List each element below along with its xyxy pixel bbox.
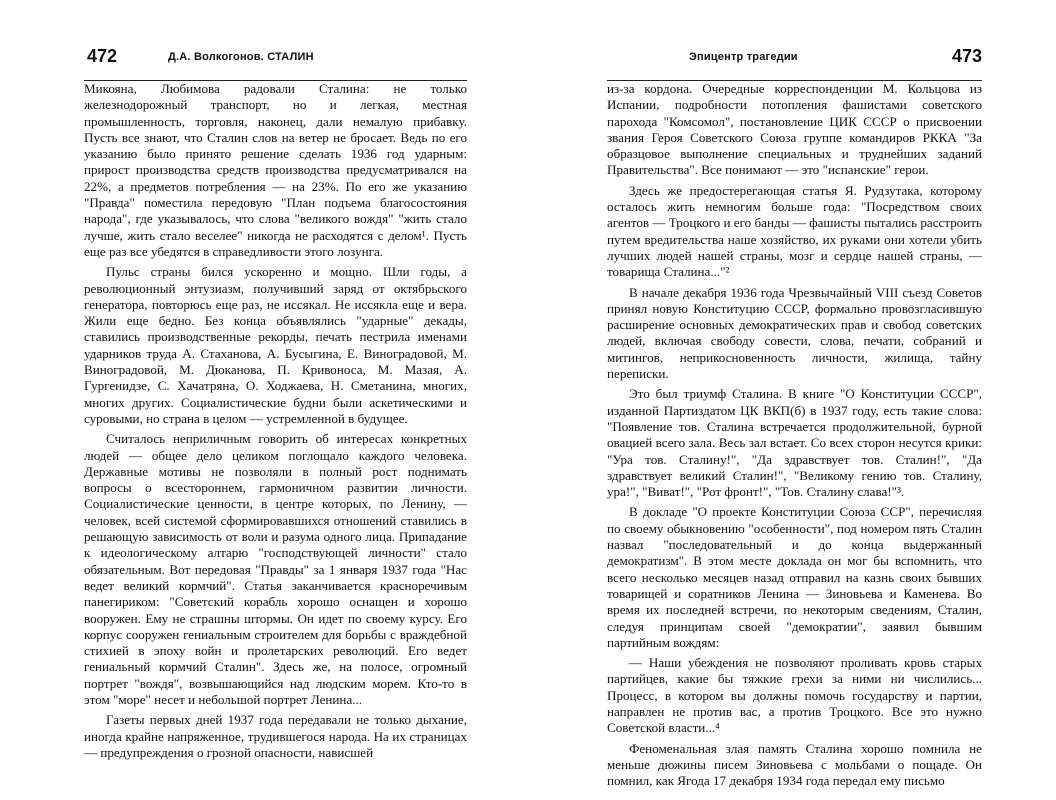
right-paragraph-6: — Наши убеждения не позволяют проливать кровь старых партийцев, какие бы тяжкие грехи за ними ни числились... Процесс, в котором вы должны помочь государству и партии, направлен не против вас, а против Троцкого. Все это нужно Советской власти...⁴ <box>607 655 982 736</box>
left-paragraph-2: Пульс страны бился ускоренно и мощно. Шли годы, а революционный энтузиазм, получивший заряд от октябрьского генератора, повторюсь еще раз, не иссякал. Не иссякла еще и вера. Жили еще бедно. Без конца объявлялись "ударные" декады, ставились производственные рекорды, печать пестрила именами ударников труда А. Стаханова, А. Бусыгина, Е. Виноградовой, М. Виноградовой, М. Дюканова, П. Кривоноса, М. Мазая, А. Гургенидзе, С. Хачатряна, О. Ходжаева, Н. Сметанина, многих, многих других. Социалистические будни были аскетическими и суровыми, но страна в целом — устремленной в будущее. <box>84 264 467 426</box>
right-page-header <box>607 40 982 81</box>
right-running-head: Эпицентр трагедии <box>689 51 798 63</box>
right-paragraph-1: из-за кордона. Очередные корреспонденции М. Кольцова из Испании, подробности потопления фашистами советского парохода "Комсомол", постановление ЦИК СССР о присвоении звания Героя Советского Союза группе командиров РККА "За образцовое выполнение специальных и труднейших заданий Правительства". Все понимают — это "испанские" герои. <box>607 81 982 178</box>
right-page <box>607 40 982 789</box>
right-paragraph-5: В докладе "О проекте Конституции Союза ССР", перечисляя по своему обыкновению "особенности", под номером пять Сталин назвал "последовательный и до конца выдержанный демократизм". В этом месте доклада он мог бы вспомнить, что всего несколько месяцев назад отправил на казнь своих бывших товарищей и соратников Ленина — Зиновьева и Каменева. Во время их последней встречи, по некоторым сведениям, Сталин, следуя принципам своей "демократии", заявил бывшим партийным вождям: <box>607 504 982 650</box>
right-paragraph-4: Это был триумф Сталина. В книге "О Конституции СССР", изданной Партиздатом ЦК ВКП(б) в 1937 году, есть такие слова: "Появление тов. Сталина встречается продолжительной, бурной овацией всего зала. Весь зал встает. Со всех сторон несутся крики: "Ура тов. Сталину!", "Да здравствует тов. Сталин!", "Да здравствует великий Сталин!", "Великому гению тов. Сталину, ура!", "Виват!", "Рот фронт!", "Тов. Сталину слава!"³. <box>607 386 982 500</box>
right-paragraph-3: В начале декабря 1936 года Чрезвычайный VIII съезд Советов принял новую Конституцию СССР, формально провозгласившую расширение основных демократических прав и свобод советских людей, включая свободу совести, слова, печати, собраний и митингов, неприкосновенность личности, жилища, тайну переписки. <box>607 284 982 382</box>
right-paragraph-2: Здесь же предостерегающая статья Я. Рудзутака, которому осталось жить немногим больше года: "Посредством своих агентов — Троцкого и его банды — фашисты пытались расстроить путем вредительства наше хозяйство, их руками они хотели убить лучших людей нашей страны, мозг и сердце нашей страны, — товарища Сталина..."² <box>607 182 982 280</box>
left-paragraph-4: Газеты первых дней 1937 года передавали не только дыхание, иногда крайне напряженное, трудившегося народа. На их страницах — предупреждения о грозной опасности, нависшей <box>84 712 467 760</box>
right-paragraph-7: Феноменальная злая память Сталина хорошо помнила не меньше дюжины писем Зиновьева с мольбами о пощаде. Он помнил, как Ягода 17 декабря 1934 года передал ему письмо <box>607 740 982 789</box>
left-page <box>84 40 467 780</box>
left-page-header <box>84 40 467 81</box>
left-page-number: 472 <box>87 46 118 66</box>
left-paragraph-1: Микояна, Любимова радовали Сталина: не только железнодорожный транспорт, но и легкая, местная промышленность, торговля, наконец, дали немалую прибавку. Пусть все знают, что Сталин слов на ветер не бросает. Ведь по его указанию было принято решение сделать 1936 год ударным: прирост производства средств производства предусматривался на 22%, а предметов потребления — на 23%. По его же указанию "Правда" поместила передовую "План подъема благосостояния народа", где указывалось, что слова "великого вождя" "жить стало лучше, жить стало веселее" никогда не расходятся с делом¹. Пусть еще раз все убедятся в справедливости этого лозунга. <box>84 81 467 259</box>
right-page-body <box>607 81 982 789</box>
right-page-number: 473 <box>951 46 982 66</box>
left-page-body <box>84 81 467 761</box>
left-paragraph-3: Считалось неприличным говорить об интересах конкретных людей — общее дело целиком поглощало каждого человека. Державные мотивы не позволяли в полный рост поднимать вопросы о всестороннем, гармоничном развитии личности. Социалистические ценности, в центре которых, по Ленину, — человек, всей системой сформировавшихся отношений ставились в решающую зависимость от воли и разума одного лица. Припадание к идеологическому алтарю "господствующей личности" стало обязательным. Вот передовая "Правды" за 1 января 1937 года "Нас ведет великий кормчий". Статья заканчивается красноречивым панегириком: "Советский корабль хорошо оснащен и хорошо вооружен. Ему не страшны штормы. Он идет по своему курсу. Его корпус сооружен гениальным строителем для борьбы с враждебной стихией в эпоху войн и пролетарских революций. Его ведет гениальный кормчий Сталин". Здесь же, на полосе, огромный портрет "вождя", возвышающийся над людским морем. Кто-то в этом "море" несет и небольшой портрет Ленина... <box>84 431 467 707</box>
left-running-head: Д.А. Волкогонов. СТАЛИН <box>168 51 314 63</box>
